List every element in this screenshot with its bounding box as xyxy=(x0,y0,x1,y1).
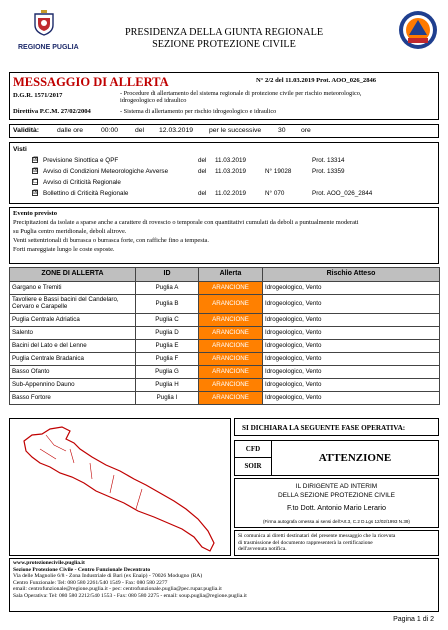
message-header-box xyxy=(9,72,439,120)
visti-item-date: 11.02.2019 xyxy=(215,190,247,197)
dgr-text-line1: - Procedure di allertamento del sistema regionale di protezione civile per rischio meteorologico, xyxy=(120,90,362,97)
validity-next-label: per le successive xyxy=(209,127,262,134)
zone-name: Puglia Centrale Adriatica xyxy=(10,314,136,327)
visti-item-prot: Prot. 13314 xyxy=(312,157,345,164)
table-row xyxy=(10,392,440,405)
zone-alert-level: ARANCIONE xyxy=(199,282,263,295)
visti-item-name: Avviso di Condizioni Meteorologiche Avverse xyxy=(43,168,169,175)
zone-alert-level: ARANCIONE xyxy=(199,314,263,327)
table-row xyxy=(10,340,440,353)
zone-alert-level: ARANCIONE xyxy=(199,340,263,353)
page-number: Pagina 1 di 2 xyxy=(393,616,434,623)
header-title-line1: PRESIDENZA DELLA GIUNTA REGIONALE xyxy=(124,27,324,38)
signature-note: (Firma autografa omessa ai sensi dell'Art.3, C.2 D.Lgs 12/02/1993 N.39) xyxy=(263,519,410,524)
visti-item-del: del xyxy=(198,168,207,175)
zone-name: Gargano e Tremiti xyxy=(10,282,136,295)
evento-line: Precipitazioni da isolate a sparse anche a carattere di rovescio o temporale con quantitativi cumulati da deboli a puntualmente moderati xyxy=(13,219,359,226)
visti-item-prot: Prot. 13359 xyxy=(312,168,345,175)
region-name: REGIONE PUGLIA xyxy=(18,44,79,51)
zone-risk: Idrogeologico, Vento xyxy=(263,379,440,392)
zones-table xyxy=(9,267,440,405)
zone-id: Puglia C xyxy=(136,314,199,327)
footer-cf-phones: Centro Funzionale: Tel: 080 580 2261/540 1549 - Fax: 080 580 2277 xyxy=(13,579,168,586)
validity-date: 12.03.2019 xyxy=(159,127,194,134)
table-row xyxy=(10,295,440,314)
notice-line: dell'avvenuta notifica. xyxy=(238,546,287,553)
directive-reference: Direttiva P.C.M. 27/02/2004 xyxy=(13,108,91,115)
evento-label: Evento previsto xyxy=(13,210,58,217)
zone-name: Bacini del Lato e del Lenne xyxy=(10,340,136,353)
signature-role: IL DIRIGENTE AD INTERIM xyxy=(295,483,378,490)
table-row xyxy=(10,379,440,392)
message-title: MESSAGGIO DI ALLERTA xyxy=(13,75,169,89)
operational-phase-box xyxy=(234,440,439,476)
zone-alert-level: ARANCIONE xyxy=(199,392,263,405)
table-row xyxy=(10,366,440,379)
header-title-line2: SEZIONE PROTEZIONE CIVILE xyxy=(152,39,296,50)
visti-item-date: 11.03.2019 xyxy=(215,157,247,164)
visti-item-prot: Prot. AOO_026_2844 xyxy=(312,190,373,197)
zone-name: Basso Ofanto xyxy=(10,366,136,379)
visti-item-name: Bollettino di Criticità Regionale xyxy=(43,190,129,197)
footer-contacts xyxy=(9,558,439,612)
zone-risk: Idrogeologico, Vento xyxy=(263,353,440,366)
zone-id: Puglia F xyxy=(136,353,199,366)
evento-box xyxy=(9,207,439,264)
zone-id: Puglia I xyxy=(136,392,199,405)
notice-line: Si comunica ai diretti destinatari del presente messaggio che la ricevuta xyxy=(238,533,396,539)
signature-box xyxy=(234,478,439,528)
zone-name: Puglia Centrale Bradanica xyxy=(10,353,136,366)
visti-item xyxy=(10,157,438,166)
header-titles xyxy=(0,27,448,51)
validity-label: Validità: xyxy=(13,127,40,134)
footer-address: Via delle Magnolie 6/8 - Zona Industriale di Bari (ex Enaip) - 70026 Modugno (BA) xyxy=(13,573,203,579)
validity-hours-unit: ore xyxy=(301,127,311,134)
dgr-text-line2: idrogeologico ed idraulico xyxy=(120,97,187,104)
zone-alert-level: ARANCIONE xyxy=(199,379,263,392)
footer-sala: Sala Operativa: Tel: 080 580 2212/540 1553 - Fax: 080 580 2275 - email: soup.puglia@regione.puglia.it xyxy=(13,592,247,599)
evento-line: Venti settentrionali di burrasca o burrasca forte, con raffiche fino a tempesta. xyxy=(13,236,209,244)
zone-name: Tavoliere e Bassi bacini del Candelaro, Cervaro e Carapelle xyxy=(10,295,136,314)
visti-item-del: del xyxy=(198,157,207,164)
zone-id: Puglia A xyxy=(136,282,199,295)
checkbox-unchecked-icon: ☐ xyxy=(33,179,39,185)
table-row xyxy=(10,327,440,340)
zones-header-zone: ZONE DI ALLERTA xyxy=(10,268,136,282)
visti-item xyxy=(10,168,438,177)
message-protocol: N° 2/2 del 11.03.2019 Prot. AOO_026_2846 xyxy=(256,77,377,84)
evento-line: Forti mareggiate lungo le coste esposte. xyxy=(13,245,115,253)
soir-label: SOIR xyxy=(235,458,272,475)
zone-name: Sub-Appennino Dauno xyxy=(10,379,136,392)
zones-header-row xyxy=(10,268,440,282)
validity-of-label: del xyxy=(135,127,145,134)
visti-item-number: N° 070 xyxy=(265,190,285,197)
checkbox-checked-icon: ☒ xyxy=(33,168,39,174)
zone-id: Puglia G xyxy=(136,366,199,379)
table-row xyxy=(10,282,440,295)
zone-risk: Idrogeologico, Vento xyxy=(263,327,440,340)
footer-emails[interactable]: email: centrofunzionale@regione.puglia.it - pec: centrofunzionale.puglia@pec.rupar.puglia.it xyxy=(13,586,222,592)
zone-alert-level: ARANCIONE xyxy=(199,327,263,340)
puglia-map-icon xyxy=(10,419,232,557)
signature-name: F.to Dott. Antonio Mario Lerario xyxy=(286,503,387,512)
evento-text xyxy=(13,219,434,255)
alert-zones-map xyxy=(9,418,231,556)
protezione-civile-logo-icon xyxy=(398,10,438,50)
directive-text: - Sistema di allertamento per rischio idrogeologico e idraulico xyxy=(120,108,277,115)
visti-item-name: Avviso di Criticità Regionale xyxy=(43,179,121,186)
signature-section: DELLA SEZIONE PROTEZIONE CIVILE xyxy=(277,492,396,499)
zone-alert-level: ARANCIONE xyxy=(199,353,263,366)
visti-item-name: Previsione Sinottica e QPF xyxy=(43,157,119,164)
zone-id: Puglia E xyxy=(136,340,199,353)
validity-box xyxy=(9,124,439,138)
operational-phase-title: SI DICHIARA LA SEGUENTE FASE OPERATIVA: xyxy=(234,418,439,436)
table-row xyxy=(10,314,440,327)
zone-risk: Idrogeologico, Vento xyxy=(263,392,440,405)
visti-item-date: 11.03.2019 xyxy=(215,168,247,175)
zones-header-id: ID xyxy=(136,268,199,282)
notice-line: di trasmissione del documento rappresenterà la certificazione xyxy=(238,539,373,546)
visti-box xyxy=(9,142,439,204)
zone-alert-level: ARANCIONE xyxy=(199,295,263,314)
zone-risk: Idrogeologico, Vento xyxy=(263,340,440,353)
zone-id: Puglia H xyxy=(136,379,199,392)
visti-item-number: N° 19028 xyxy=(265,168,292,175)
validity-hours: 30 xyxy=(278,127,286,134)
zone-risk: Idrogeologico, Vento xyxy=(263,282,440,295)
zone-id: Puglia B xyxy=(136,295,199,314)
footer-org: Sezione Protezione Civile - Centro Funzionale Decentrato xyxy=(13,566,151,573)
visti-item xyxy=(10,190,438,199)
zone-name: Salento xyxy=(10,327,136,340)
zone-id: Puglia D xyxy=(136,327,199,340)
visti-label: Visti xyxy=(13,146,27,153)
visti-item xyxy=(10,179,438,188)
dgr-reference: D.G.R. 1571/2017 xyxy=(13,92,63,99)
visti-item-del: del xyxy=(198,190,207,197)
validity-from-time: 00:00 xyxy=(101,127,119,134)
cfd-label: CFD xyxy=(235,441,272,458)
zone-risk: Idrogeologico, Vento xyxy=(263,366,440,379)
operational-phase-status: ATTENZIONE xyxy=(318,452,392,464)
footer-website[interactable]: www.protezionecivile.puglia.it xyxy=(13,560,85,566)
zones-header-alert: Allerta xyxy=(199,268,263,282)
zone-alert-level: ARANCIONE xyxy=(199,366,263,379)
checkbox-checked-icon: ☒ xyxy=(33,157,39,163)
notification-notice xyxy=(234,530,439,556)
zones-header-risk: Rischio Atteso xyxy=(263,268,440,282)
zone-risk: Idrogeologico, Vento xyxy=(263,314,440,327)
table-row xyxy=(10,353,440,366)
evento-line: su Puglia centro meridionale, deboli altrove. xyxy=(13,227,127,235)
checkbox-checked-icon: ☒ xyxy=(33,190,39,196)
zone-name: Basso Fortore xyxy=(10,392,136,405)
validity-from-label: dalle ore xyxy=(57,127,84,134)
zone-risk: Idrogeologico, Vento xyxy=(263,295,440,314)
